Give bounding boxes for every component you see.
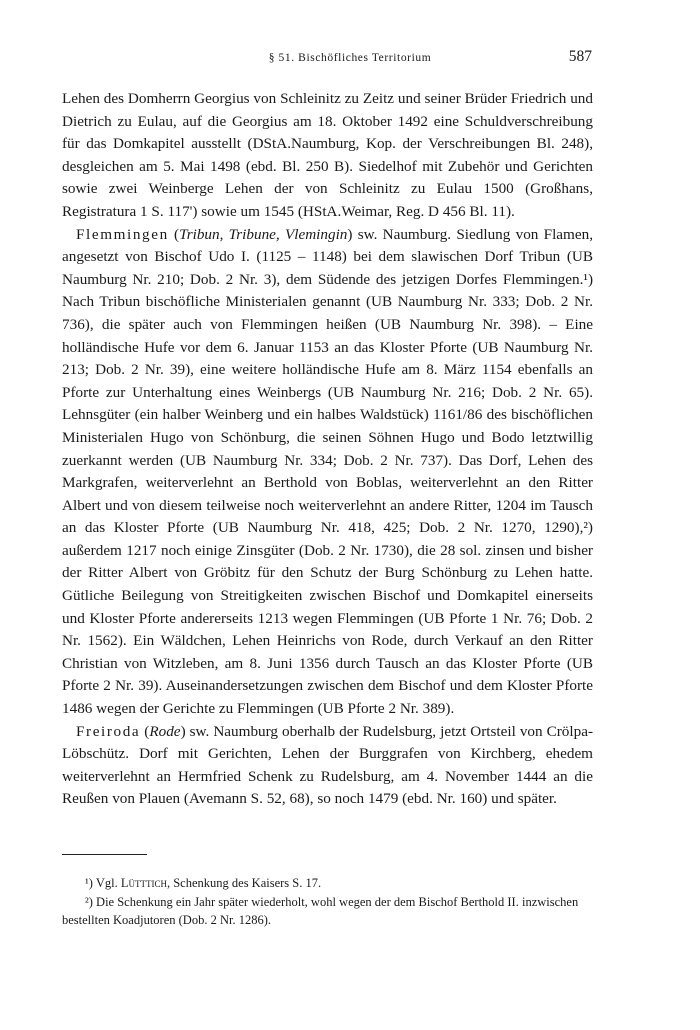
paren-open: ( bbox=[140, 722, 150, 740]
paren-open: ( bbox=[168, 225, 180, 243]
entry-freiroda bbox=[62, 721, 593, 811]
footnote-1 bbox=[62, 874, 593, 892]
place-name-flemmingen: Flemmingen bbox=[76, 225, 169, 243]
paragraph-text: Lehen des Domherrn Georgius von Schleinitz zu Zeitz und seiner Brüder Friedrich und Dietrich zu Eulau, auf die Georgius am 18. Oktober 1492 eine Schuldverschreibung für das Domkapitel ausstellt (DStA.Naumburg, Kop. der Verschreibungen Bl. 248), desgleichen am 5. Mai 1498 (ebd. Bl. 250 B). Siedelhof mit Zubehör und Gerichten sowie zwei Weinberge Lehen der von Schleinitz zu Eulau 1500 (Großhans, Registratura 1 S. 117') sowie um 1545 (HStA.Weimar, Reg. D 456 Bl. 11). bbox=[62, 90, 593, 220]
footnote-text: Vgl. bbox=[92, 876, 121, 890]
entry-text: ) sw. Naumburg. Siedlung von Flamen, angesetzt von Bischof Udo I. (1125 – 1148) bei dem slawischen Dorf Tribun (UB Naumburg Nr. 210; Dob. 2 Nr. 3), dem Südende des jetzigen Dorfes Flemmingen.¹) Nach Tribun bischöfliche Ministerialen genannt (UB Naumburg Nr. 333; Dob. 2 Nr. 736), die später auch von Flemmingen heißen (UB Naumburg Nr. 398). – Eine holländische Hufe vor dem 6. Januar 1153 an das Kloster Pforte (UB Naumburg Nr. 213; Dob. 2 Nr. 39), eine weitere holländische Hufe am 8. März 1154 ebenfalls an Pforte zur Unterhaltung eines Weinbergs (UB Naumburg Nr. 216; Dob. 2 Nr. 65). Lehnsgüter (ein halber Weinberg und ein halbes Waldstück) 1161/86 des bischöflichen Ministerialen Hugo von Schönburg, die seinen Söhnen Hugo und Bodo letztwillig zuerkannt werden (UB Naumburg Nr. 334; Dob. 2 Nr. 737). Das Dorf, Lehen des Markgrafen, weiterverlehnt an Berthold von Boblas, weiterverlehnt an den Ritter Albert und von diesem teilweise noch weiterverlehnt an andere Ritter, 1204 im Tausch an das Kloster Pforte (UB Naumburg Nr. 418, 425; Dob. 2 Nr. 1270, 1290),²) außerdem 1217 noch einige Zinsgüter (Dob. 2 Nr. 1730), die 28 sol. zinsen und bisher der Ritter Albert von Gröbitz für den Schutz der Burg Schönburg zu Lehen hatte. Gütliche Beilegung von Streitigkeiten zwischen Bischof und Domkapitel einerseits und Kloster Pforte andererseits 1213 wegen Flemmingen (UB Pforte 1 Nr. 76; Dob. 2 Nr. 1562). Ein Wäldchen, Lehen Heinrichs von Rode, durch Verkauf an den Ritter Christian von Witzleben, am 8. Juni 1356 durch Tausch an das Kloster Pforte (UB Pforte 2 Nr. 39). Auseinandersetzungen zwischen dem Bischof und dem Kloster Pforte 1486 wegen der Gerichte zu Flemmingen (UB Pforte 2 Nr. 389). bbox=[62, 225, 593, 718]
footnote-marker: ²) bbox=[85, 895, 93, 909]
footnote-text: , Schenkung des Kaisers S. 17. bbox=[166, 876, 322, 890]
running-title: § 51. Bischöfliches Territorium bbox=[268, 52, 432, 64]
place-name-freiroda: Freiroda bbox=[76, 722, 141, 740]
paragraph-eulau bbox=[62, 88, 593, 224]
name-variants: Rode bbox=[149, 722, 181, 740]
page-header bbox=[0, 48, 700, 68]
footnote-2 bbox=[62, 893, 593, 929]
entry-flemmingen bbox=[62, 224, 593, 721]
main-text bbox=[62, 88, 593, 811]
footnote-marker: ¹) bbox=[85, 876, 93, 890]
page-number: 587 bbox=[568, 48, 592, 65]
author-name: Lütttich bbox=[120, 876, 167, 890]
footnote-rule bbox=[62, 854, 147, 855]
entry-text: ) sw. Naumburg oberhalb der Rudelsburg, jetzt Ortsteil von Crölpa-Löbschütz. Dorf mit Gerichten, Lehen der Burggrafen von Kirchberg, ehedem weiterverlehnt an Hermfried Schenk zu Rudelsburg, am 4. November 1444 an die Reußen von Plauen (Avemann S. 52, 68), so noch 1479 (ebd. Nr. 160) und später. bbox=[62, 722, 594, 808]
name-variants: Tribun, Tribune, Vlemingin bbox=[179, 225, 348, 243]
footnote-text: Die Schenkung ein Jahr später wiederholt, wohl wegen der dem Bischof Berthold II. inzwischen bestellten Koadjutoren (Dob. 2 Nr. 1286). bbox=[62, 895, 579, 927]
